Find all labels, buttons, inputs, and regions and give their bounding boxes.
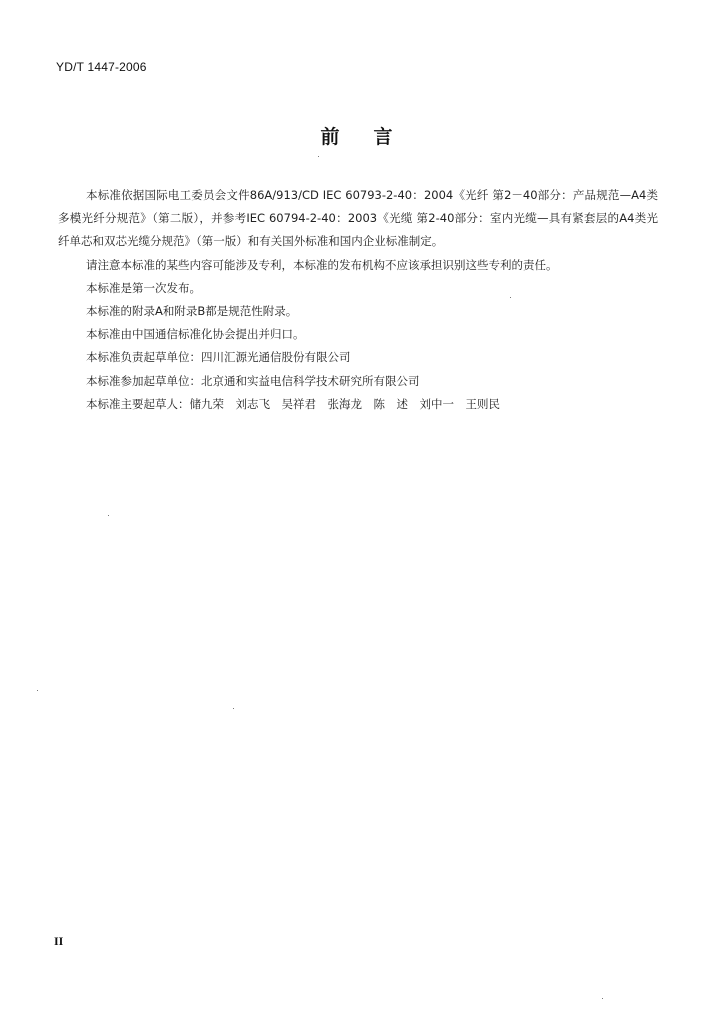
paragraph-main-drafters: 本标准主要起草人：储九荣 刘志飞 吴祥君 张海龙 陈 述 刘中一 王则民 bbox=[86, 396, 500, 411]
paragraph-responsible-drafter: 本标准负责起草单位：四川汇源光通信股份有限公司 bbox=[86, 350, 351, 365]
paragraph-patent-notice: 请注意本标准的某些内容可能涉及专利，本标准的发布机构不应该承担识别这些专利的责任。 bbox=[86, 257, 558, 272]
scan-speck bbox=[37, 690, 38, 691]
scan-speck bbox=[318, 156, 319, 157]
page-title: 前言 bbox=[320, 126, 427, 148]
page-number: II bbox=[54, 934, 64, 948]
standard-code: YD/T 1447-2006 bbox=[56, 60, 147, 74]
paragraph-first-release: 本标准是第一次发布。 bbox=[86, 280, 201, 295]
paragraph-proposer: 本标准由中国通信标准化协会提出并归口。 bbox=[86, 327, 305, 342]
paragraph-basis: 本标准依据国际电工委员会文件86A/913/CD IEC 60793-2-40：2004《光纤 第2－40部分：产品规范—A4类多模光纤分规范》（第二版），并参考IEC 60794-2-40：2003《光缆 第2-40部分：室内光缆—具有紧套层的A4类光纤单芯和双芯光缆分规范》（第一版）和有关国外标准和国内企业标准制定。 bbox=[58, 188, 658, 249]
scan-speck bbox=[108, 515, 109, 516]
paragraph-participating-drafter: 本标准参加起草单位：北京通和实益电信科学技术研究所有限公司 bbox=[86, 373, 420, 388]
foreword-body bbox=[58, 184, 658, 416]
scan-speck bbox=[233, 708, 234, 709]
paragraph-annexes: 本标准的附录A和附录B都是规范性附录。 bbox=[86, 304, 298, 319]
scan-speck bbox=[510, 297, 511, 298]
scan-speck bbox=[602, 998, 603, 999]
